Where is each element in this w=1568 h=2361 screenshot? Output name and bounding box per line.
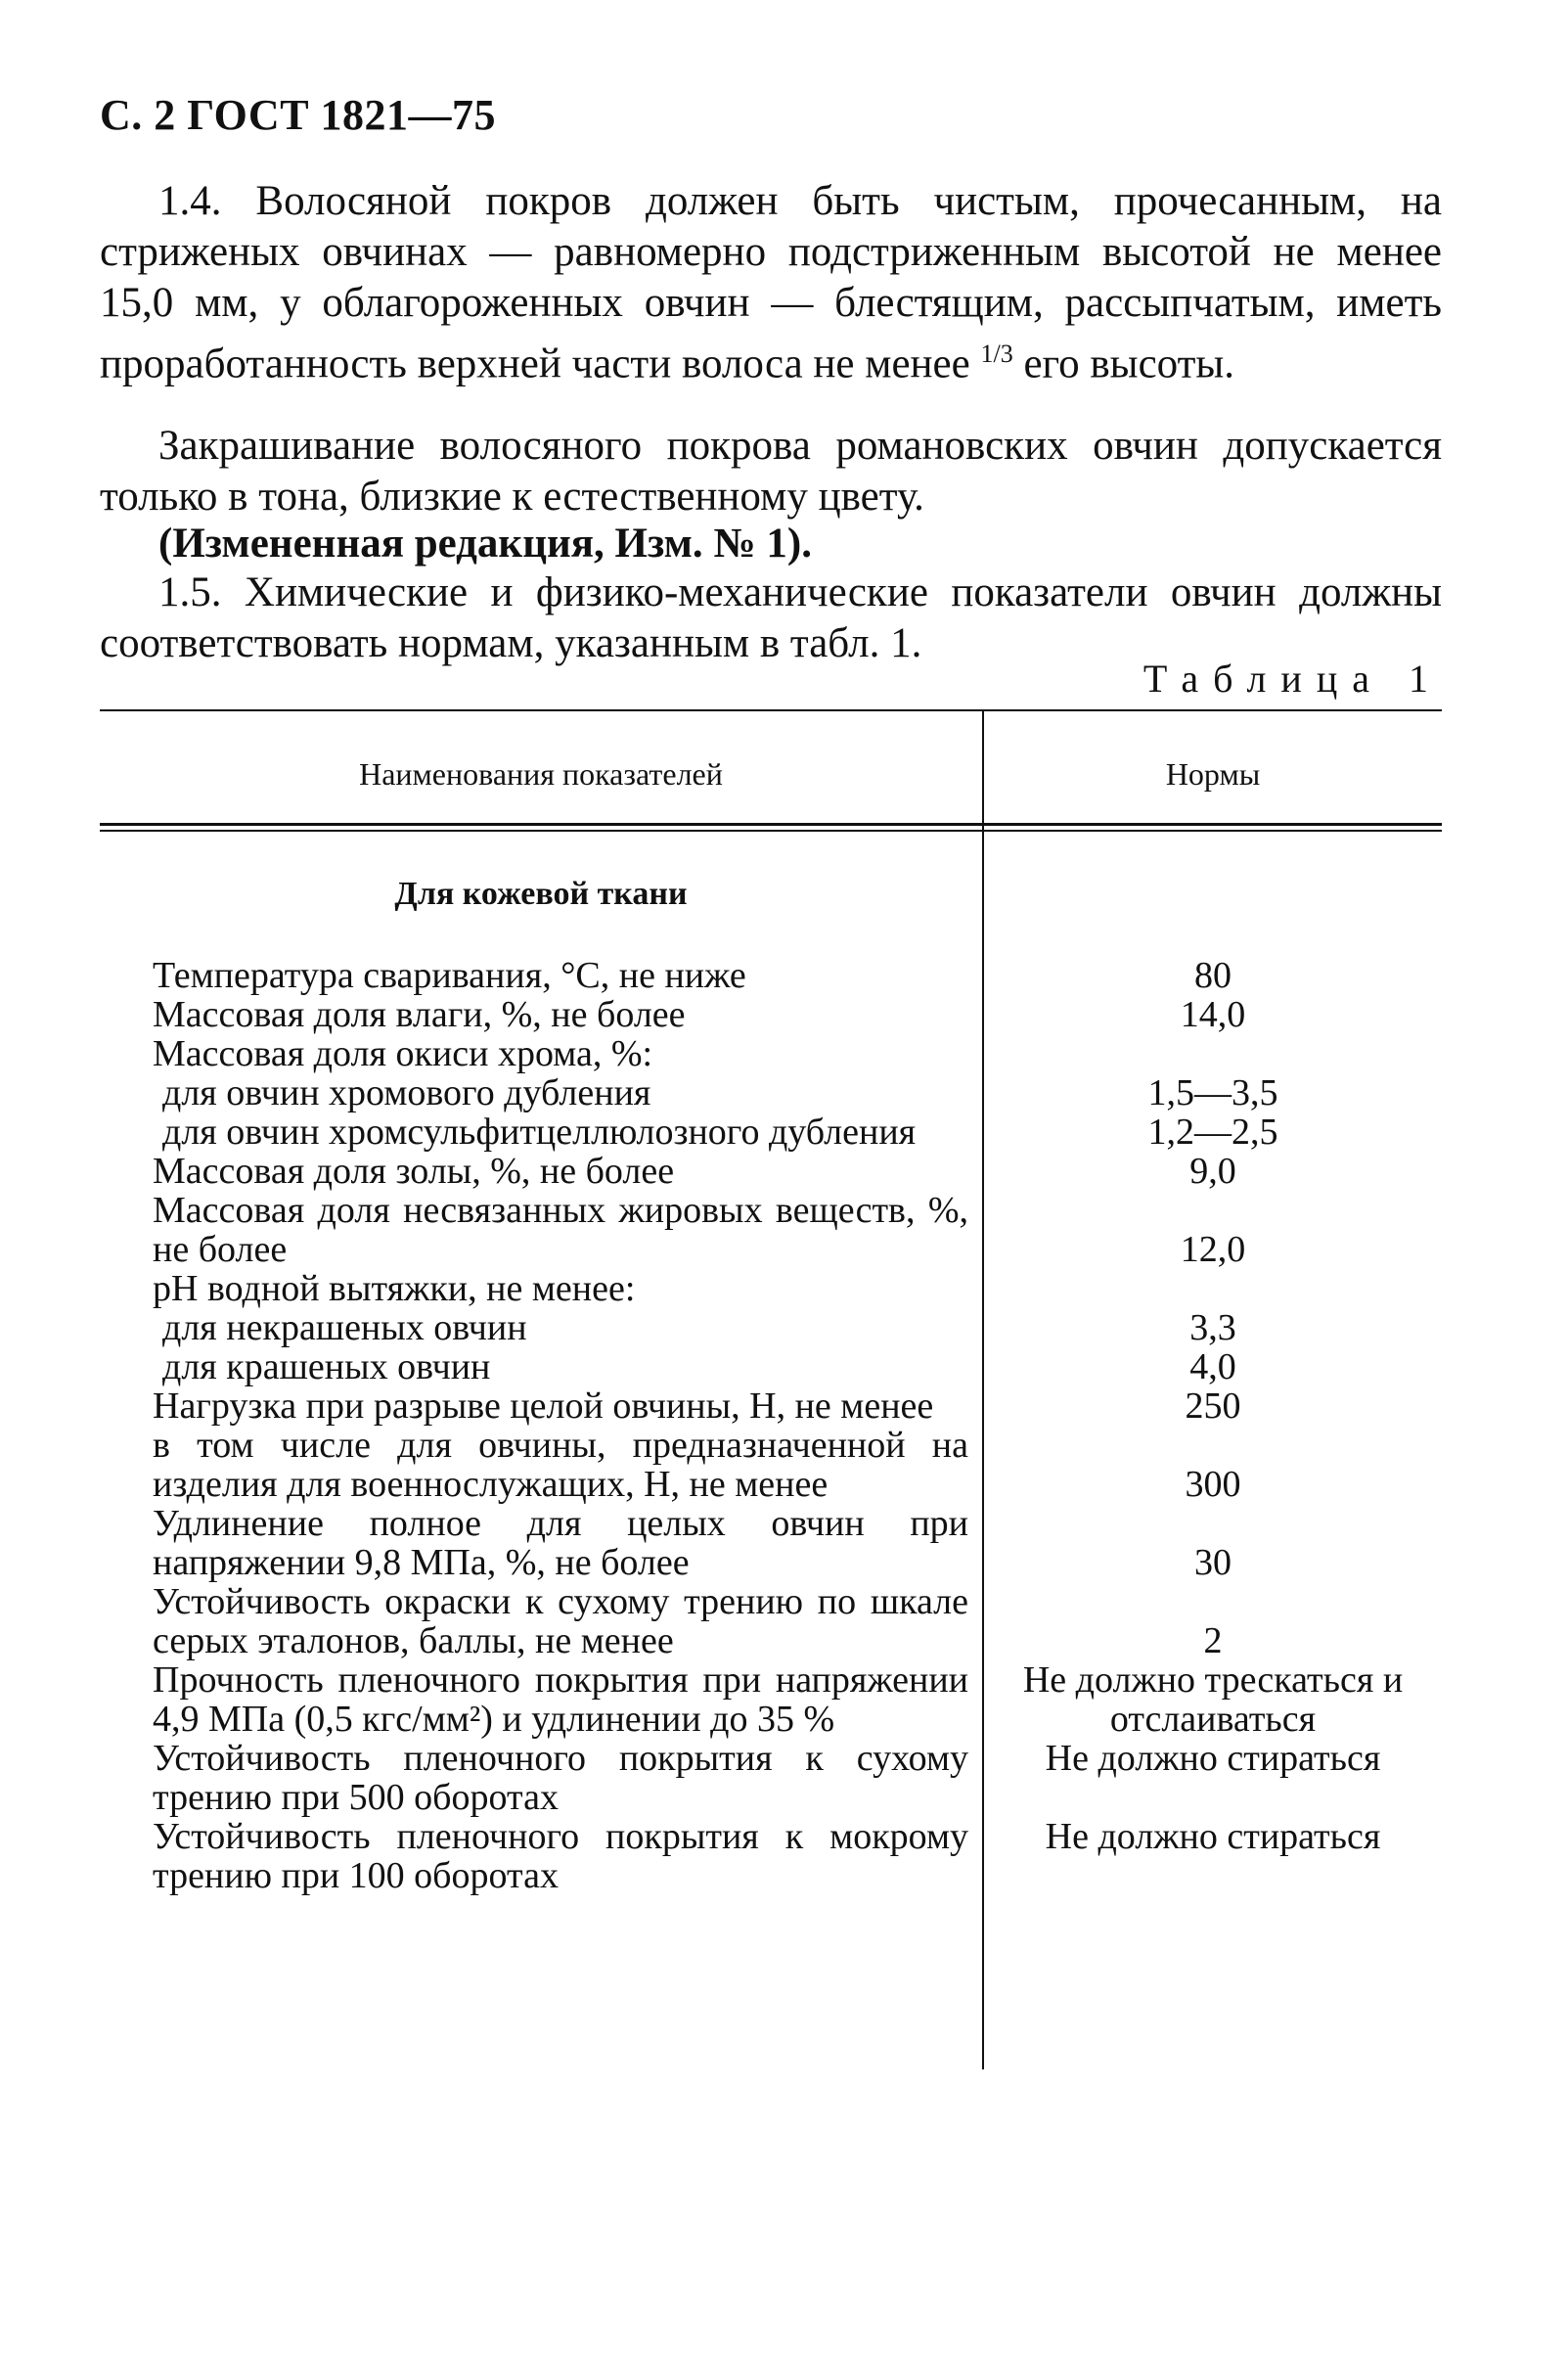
indicator-norm: 250 (1185, 1385, 1241, 1427)
table-row (100, 1660, 1442, 1739)
table-top-rule (100, 709, 1442, 711)
table-row (100, 1191, 1442, 1269)
table-row (100, 1739, 1442, 1817)
indicator-norm: Не должно стираться (1045, 1738, 1381, 1779)
indicator-norm: 14,0 (1180, 994, 1246, 1035)
indicator-norm (984, 1269, 1442, 1308)
paragraph-1-4-text: 1.4. Волосяной покров должен быть чистым, прочесанным, на стриженых овчинах — равномерно подстриженным высотой не менее 15,0 мм, у облагороженных овчин — блестящим, рассыпчатым, иметь проработанность верхней части волоса не менее (100, 178, 1442, 387)
indicator-name: Удлинение полное для целых овчин при напряжении 9,8 МПа, %, не более (153, 1503, 968, 1583)
table-row (100, 1269, 1442, 1308)
indicator-name: Массовая доля влаги, %, не более (153, 994, 686, 1035)
indicator-norm: 3,3 (1189, 1307, 1236, 1348)
indicator-norm: 1,2—2,5 (1147, 1112, 1278, 1153)
indicator-name: в том числе для овчины, предназначенной на изделия для военнослужащих, Н, не менее (153, 1425, 968, 1505)
table-row (100, 1386, 1442, 1426)
indicator-name: для овчин хромсульфитцеллюлозного дубления (162, 1112, 917, 1153)
indicator-name: Прочность пленочного покрытия при напряжении 4,9 МПа (0,5 кгс/мм²) и удлинении до 35 % (153, 1659, 968, 1740)
section-heading: Для кожевой ткани (394, 876, 688, 912)
indicator-norm: 4,0 (1189, 1346, 1236, 1387)
indicator-name: pH водной вытяжки, не менее: (153, 1268, 636, 1309)
table-row (100, 1347, 1442, 1386)
indicator-name: Нагрузка при разрыве целой овчины, Н, не менее (153, 1385, 934, 1427)
indicator-name: Массовая доля несвязанных жировых веществ, %, не более (153, 1190, 968, 1270)
table-row (100, 1112, 1442, 1152)
table-row (100, 956, 1442, 995)
indicator-name: Массовая доля золы, %, не более (153, 1151, 675, 1192)
page-header: С. 2 ГОСТ 1821—75 (100, 91, 497, 139)
column-header-norm: Нормы (1165, 756, 1261, 792)
indicator-name: для овчин хромового дубления (162, 1072, 651, 1113)
paragraph-dyeing: Закрашивание волосяного покрова романовских овчин допускается только в тона, близкие к естественному цвету. (100, 423, 1442, 520)
indicator-name: Устойчивость пленочного покрытия к мокрому трению при 100 оборотах (153, 1816, 968, 1896)
indicator-norm: 12,0 (1180, 1229, 1246, 1270)
table-caption: Таблица 1 (1142, 657, 1443, 701)
table-row (100, 1152, 1442, 1191)
indicator-norm: Не должно стираться (1045, 1816, 1381, 1857)
indicator-norm: Не должно трескаться и отслаиваться (1022, 1659, 1404, 1740)
paragraph-1-5: 1.5. Химические и физико-механические показатели овчин должны соответствовать нормам, указанным в табл. 1. (100, 569, 1442, 666)
indicator-name: Устойчивость пленочного покрытия к сухому трению при 500 оборотах (153, 1738, 968, 1818)
table-row (100, 1073, 1442, 1112)
indicator-name: Массовая доля окиси хрома, %: (153, 1033, 653, 1074)
table-row (100, 995, 1442, 1034)
indicators-table (100, 709, 1442, 2079)
indicator-norm: 300 (1185, 1464, 1241, 1505)
table-row (100, 1308, 1442, 1347)
amendment-note: (Измененная редакция, Изм. № 1). (158, 521, 812, 567)
table-row (100, 1426, 1442, 1504)
indicator-name: Температура сваривания, °С, не ниже (153, 955, 746, 996)
indicator-norm: 2 (1203, 1620, 1223, 1661)
table-row (100, 1817, 1442, 1895)
fraction-one-third: 1/3 (980, 340, 1013, 368)
paragraph-1-4-tail: его высоты. (1023, 341, 1235, 387)
paragraph-1-4 (100, 176, 1442, 389)
indicator-norm: 30 (1194, 1542, 1232, 1583)
table-row (100, 1034, 1442, 1073)
indicator-norm: 80 (1194, 955, 1232, 996)
indicator-name: для некрашеных овчин (162, 1307, 527, 1348)
column-header-name: Наименования показателей (359, 756, 723, 792)
table-header-rule-double (100, 830, 1442, 832)
indicator-name: для крашеных овчин (162, 1346, 491, 1387)
indicator-norm (984, 1034, 1442, 1073)
indicator-norm: 9,0 (1189, 1151, 1236, 1192)
table-body (100, 956, 1442, 1895)
indicator-norm: 1,5—3,5 (1147, 1072, 1278, 1113)
table-header-rule (100, 823, 1442, 826)
indicator-name: Устойчивость окраски к сухому трению по шкале серых эталонов, баллы, не менее (153, 1581, 968, 1661)
table-row (100, 1582, 1442, 1660)
table-row (100, 1504, 1442, 1582)
